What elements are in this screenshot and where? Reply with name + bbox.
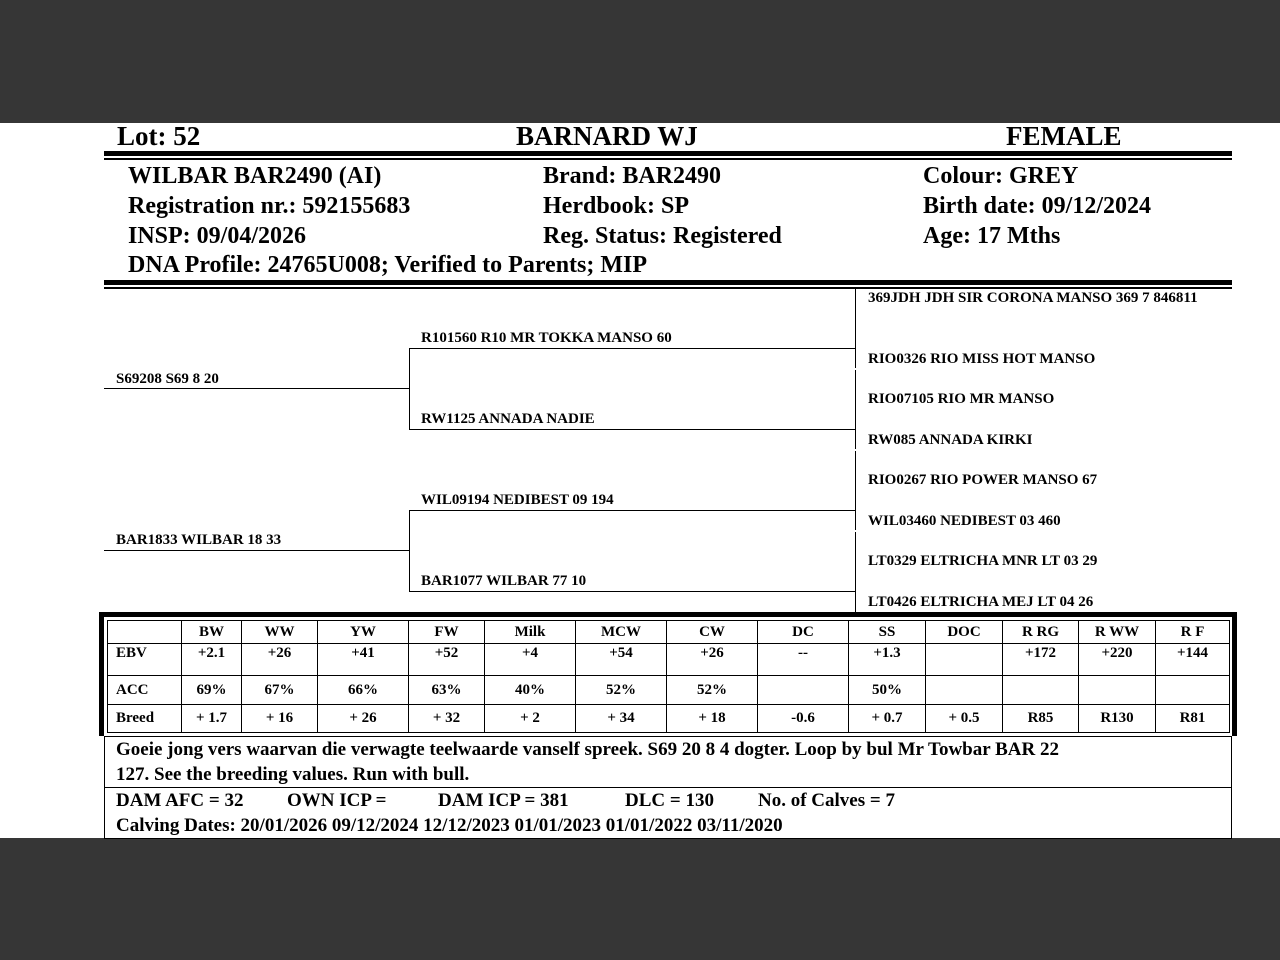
table-cell <box>1079 676 1156 705</box>
pedigree-line <box>409 348 855 349</box>
pedigree-bracket <box>409 510 410 592</box>
sire-dam: RW1125 ANNADA NADIE <box>421 411 595 427</box>
ebv-table <box>107 620 1230 733</box>
dam-stats-box <box>104 787 1232 839</box>
table-cell: R85 <box>1003 705 1079 733</box>
table-cell: +52 <box>409 644 485 676</box>
table-row <box>108 644 1230 676</box>
table-header: R F <box>1156 621 1230 644</box>
row-label: ACC <box>108 676 182 705</box>
great-grandparent: WIL03460 NEDIBEST 03 460 <box>868 513 1061 529</box>
table-cell: +54 <box>576 644 667 676</box>
table-cell: R81 <box>1156 705 1230 733</box>
table-cell: + 26 <box>318 705 409 733</box>
table-header: DOC <box>926 621 1003 644</box>
great-grandparent: LT0426 ELTRICHA MEJ LT 04 26 <box>868 594 1094 610</box>
dna-profile: DNA Profile: 24765U008; Verified to Parents; MIP <box>128 252 648 278</box>
dam-sire: WIL09194 NEDIBEST 09 194 <box>421 492 614 508</box>
registration-status: Reg. Status: Registered <box>543 223 782 249</box>
great-grandparent: RIO07105 RIO MR MANSO <box>868 391 1055 407</box>
table-cell: +26 <box>242 644 318 676</box>
great-grandparent: LT0329 ELTRICHA MNR LT 03 29 <box>868 553 1098 569</box>
herdbook: Herdbook: SP <box>543 193 690 219</box>
pedigree-bracket <box>855 370 856 449</box>
table-cell: +26 <box>667 644 758 676</box>
colour: Colour: GREY <box>923 163 1079 189</box>
table-cell: + 16 <box>242 705 318 733</box>
table-cell: + 0.7 <box>849 705 926 733</box>
table-cell: 63% <box>409 676 485 705</box>
dam-icp: DAM ICP = 381 <box>438 790 569 811</box>
table-cell <box>926 676 1003 705</box>
pedigree-line <box>409 429 855 430</box>
table-cell: +220 <box>1079 644 1156 676</box>
table-cell: +144 <box>1156 644 1230 676</box>
comments-box <box>104 736 1232 788</box>
table-header: DC <box>758 621 849 644</box>
table-cell: 69% <box>182 676 242 705</box>
table-cell: -- <box>758 644 849 676</box>
table-cell: + 0.5 <box>926 705 1003 733</box>
great-grandparent: RIO0267 RIO POWER MANSO 67 <box>868 472 1098 488</box>
birth-date: Birth date: 09/12/2024 <box>923 193 1151 219</box>
table-cell: +2.1 <box>182 644 242 676</box>
table-cell: + 18 <box>667 705 758 733</box>
table-cell: + 34 <box>576 705 667 733</box>
table-cell <box>758 676 849 705</box>
table-cell <box>1003 676 1079 705</box>
comment-line: 127. See the breeding values. Run with bull. <box>116 764 470 785</box>
inspection-date: INSP: 09/04/2026 <box>128 223 307 249</box>
pedigree-bracket <box>855 451 856 530</box>
table-cell: +172 <box>1003 644 1079 676</box>
dam-dam: BAR1077 WILBAR 77 10 <box>421 573 587 589</box>
pedigree-bracket <box>855 532 856 613</box>
table-cell: +4 <box>485 644 576 676</box>
pedigree-line <box>409 510 855 511</box>
table-header: R WW <box>1079 621 1156 644</box>
info-rule-thin <box>104 287 1232 289</box>
table-cell: 66% <box>318 676 409 705</box>
table-row <box>108 705 1230 733</box>
pedigree-bracket <box>855 289 856 368</box>
dlc: DLC = 130 <box>625 790 714 811</box>
info-rule-thick <box>104 280 1232 285</box>
registration-number: Registration nr.: 592155683 <box>128 193 411 219</box>
table-row <box>108 676 1230 705</box>
pedigree-line <box>409 591 855 592</box>
table-cell: 50% <box>849 676 926 705</box>
ebv-frame-right <box>1232 612 1237 736</box>
calving-dates: Calving Dates: 20/01/2026 09/12/2024 12/12/2023 01/01/2023 01/01/2022 03/11/2020 <box>116 815 783 836</box>
table-cell <box>1156 676 1230 705</box>
table-cell: + 1.7 <box>182 705 242 733</box>
table-cell: R130 <box>1079 705 1156 733</box>
table-header: FW <box>409 621 485 644</box>
table-header: YW <box>318 621 409 644</box>
dam-afc: DAM AFC = 32 <box>116 790 244 811</box>
pedigree-bracket <box>409 348 410 430</box>
dam-stats-row <box>105 788 1231 813</box>
number-of-calves: No. of Calves = 7 <box>758 790 895 811</box>
ebv-frame-top <box>99 612 1237 617</box>
header-rule-thick <box>104 151 1232 156</box>
ebv-header-row <box>108 621 1230 644</box>
dam: BAR1833 WILBAR 18 33 <box>116 532 282 548</box>
row-label: Breed <box>108 705 182 733</box>
sire-sire: R101560 R10 MR TOKKA MANSO 60 <box>421 330 672 346</box>
brand: Brand: BAR2490 <box>543 163 722 189</box>
table-header: CW <box>667 621 758 644</box>
great-grandparent: RW085 ANNADA KIRKI <box>868 432 1033 448</box>
table-header: R RG <box>1003 621 1079 644</box>
ebv-frame-left <box>99 612 104 736</box>
table-header: SS <box>849 621 926 644</box>
great-grandparent: 369JDH JDH SIR CORONA MANSO 369 7 846811 <box>868 290 1198 306</box>
table-header <box>108 621 182 644</box>
table-cell: 52% <box>576 676 667 705</box>
row-label: EBV <box>108 644 182 676</box>
table-cell: 52% <box>667 676 758 705</box>
table-cell: 67% <box>242 676 318 705</box>
table-header: BW <box>182 621 242 644</box>
table-header: WW <box>242 621 318 644</box>
lot-number: Lot: 52 <box>117 121 201 151</box>
own-icp: OWN ICP = <box>287 790 387 811</box>
table-header: MCW <box>576 621 667 644</box>
table-cell: 40% <box>485 676 576 705</box>
table-cell: + 2 <box>485 705 576 733</box>
header-rule-thin <box>104 158 1232 160</box>
sire: S69208 S69 8 20 <box>116 371 219 387</box>
pedigree-line <box>104 388 409 389</box>
age: Age: 17 Mths <box>923 223 1061 249</box>
great-grandparent: RIO0326 RIO MISS HOT MANSO <box>868 351 1096 367</box>
table-cell <box>926 644 1003 676</box>
table-cell: +1.3 <box>849 644 926 676</box>
table-cell: + 32 <box>409 705 485 733</box>
pedigree-line <box>104 550 409 551</box>
table-cell: -0.6 <box>758 705 849 733</box>
catalogue-sheet <box>0 123 1280 838</box>
owner-name: BARNARD WJ <box>516 121 698 151</box>
table-header: Milk <box>485 621 576 644</box>
table-cell: +41 <box>318 644 409 676</box>
comment-line: Goeie jong vers waarvan die verwagte teelwaarde vanself spreek. S69 20 8 4 dogter. Loop by bul Mr Towbar BAR 22 <box>116 739 1059 760</box>
animal-name: WILBAR BAR2490 (AI) <box>128 163 382 189</box>
sex-label: FEMALE <box>1006 121 1122 151</box>
